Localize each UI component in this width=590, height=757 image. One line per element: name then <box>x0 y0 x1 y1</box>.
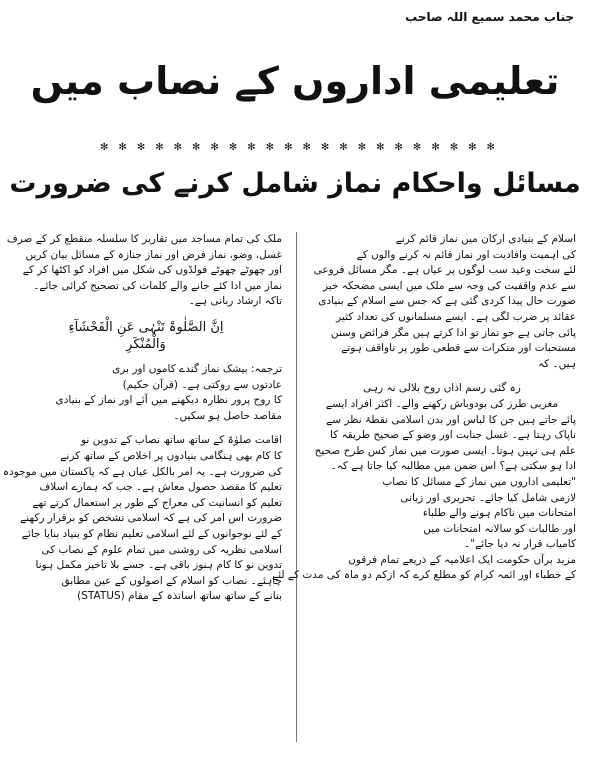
text-line: کا کام بھی ہنگامی بنیادوں پر اخلاص کے ساتھ کرنے <box>60 449 282 462</box>
ornament-glyph: ✻ <box>228 141 238 153</box>
ornament-glyph: ✻ <box>284 141 293 153</box>
ornament-glyph: ✻ <box>136 141 146 153</box>
verse-translation <box>10 362 282 424</box>
text-line: تاکہ ارشاد ربانی ہے۔ <box>188 295 282 308</box>
text-line: ملک کی تمام مساجد میں تقاریر کا سلسلہ منقطع کر کے صرف <box>6 233 282 245</box>
text-line: ناپاک رہتا ہے۔ غسل جنابت اور وضو کے صحیح طریقہ کا <box>330 429 576 442</box>
text-line: کی ضرورت ہے۔ یہ امر بالکل عیاں ہے کہ پاکستان میں موجودہ <box>2 465 282 478</box>
poem-verse <box>308 381 576 412</box>
ornament-glyph: ✻ <box>339 141 348 153</box>
right-paragraph-2 <box>272 413 576 585</box>
quran-verse <box>10 319 282 353</box>
ornament-glyph: ✻ <box>100 141 109 153</box>
ornament-glyph: ✻ <box>210 141 219 153</box>
ornament-glyph: ✻ <box>486 141 495 153</box>
article-title: تعلیمی اداروں کے نصاب میں <box>30 59 560 103</box>
text-line: پائی جاتی ہے جو نماز تو ادا کرتے ہیں مگر فرائض وسنن <box>330 326 576 339</box>
text-line: اور چھوٹے چھوٹے فولڈوں کی شکل میں افراد کو اکٹھا کر کے <box>22 264 282 277</box>
text-line: اقامت صلوٰۃ کے ساتھ ساتھ نصاب کے تدوین نو <box>80 434 282 447</box>
text-line: چاہئے۔ نصاب کو اسلام کے اصولوں کے عین مطابق <box>61 574 282 587</box>
text-line: بنانے کے ساتھ ساتھ اساتذہ کے مقام (STATUS) <box>77 590 282 603</box>
ornament-glyph: ✻ <box>173 141 183 153</box>
ornament-glyph: ✻ <box>192 141 201 153</box>
author-byline: جناب محمد سمیع اللہ صاحب <box>405 10 574 24</box>
text-line: کے خطباء اور ائمہ کرام کو مطلع کرے کہ ازکم دو ماہ کی مدت کے لئے <box>272 569 576 582</box>
text-line: ادا ہو سکتی ہے؟ اس ضمن میں مطالبہ کیا جاتا ہے کہ۔ <box>330 460 576 473</box>
left-column <box>2 232 282 605</box>
article-subtitle: مسائل واحکام نماز شامل کرنے کی ضرورت <box>9 168 581 199</box>
text-line: تدوین نو کا کام ہنوز باقی ہے۔ جسے بلا تاخیر مکمل ہونا <box>35 559 282 572</box>
ornament-glyph: ✻ <box>320 141 330 153</box>
verse-line: وَالْمُنْکَرِ <box>126 336 166 352</box>
ornament-glyph: ✻ <box>394 141 403 153</box>
text-line: نماز میں ادا کئے جانے والے کلمات کی تصحیح کرائی جائے۔ <box>33 279 282 292</box>
ornament-glyph: ✻ <box>247 141 256 153</box>
text-line: لئے سخت وعید سب لوگوں پر عیاں ہے۔ مگر مسائل فروعی <box>313 264 576 277</box>
text-line: مغربی طرز کی بودوباش رکھنے والے۔ اکثر افراد ایسے <box>325 397 559 410</box>
ornament-glyph: ✻ <box>302 141 311 153</box>
text-line: ترجمہ: بیشک نماز گندے کاموں اور بری <box>112 362 282 375</box>
ornament-glyph: ✻ <box>265 141 275 153</box>
text-line: مقاصد حاصل ہو سکیں۔ <box>173 409 282 422</box>
text-line: کا روح پرور نظارہ دیکھنے میں آئے اور نماز کے بنیادی <box>55 394 282 407</box>
text-line: مزید برآں حکومت ایک اعلامیہ کے ذریعے تمام فرقوں <box>348 553 576 566</box>
text-line: عقائد پر ضرب لگی ہے۔ ایسے مسلمانوں کی تعداد کثیر <box>336 310 576 323</box>
ornament-glyph: ✻ <box>412 141 422 153</box>
text-line: امتحانات میں ناکام ہونے والے طلباء <box>422 507 576 520</box>
text-line: لازمی شامل کیا جائے۔ تحریری اور زبانی <box>400 491 576 504</box>
text-line: اور طالبات کو سالانہ امتحانات میں <box>423 522 576 535</box>
text-line: پائے جاتے ہیں جن کا لباس اور بدن اسلامی نقطۂ نظر سے <box>326 413 576 426</box>
text-line: تعلیم کا مقصد حصول معاش ہے۔ جب کہ ہمارے اسلاف <box>39 481 282 494</box>
text-line: سے عدم واقفیت کی وجہ سے ملک میں ایسی مضحکہ خیز <box>323 279 576 292</box>
ornament-glyph: ✻ <box>376 141 385 153</box>
text-line: کامیاب قرار نہ دیا جائے"۔ <box>464 538 576 551</box>
text-line: ضرورت اس امر کی ہے کہ اسلامی تشخص کو برقرار رکھنے <box>20 512 282 525</box>
column-divider <box>296 232 297 742</box>
text-line: غسل، وضو، نماز فرض اور نماز جنازہ کے مسائل بیان کریں <box>25 248 282 261</box>
ornament-glyph: ✻ <box>357 141 367 153</box>
text-line: رہ گئی رسم اذاں روح بلالی نہ رہی <box>363 382 521 395</box>
ornament-glyph: ✻ <box>449 141 459 153</box>
text-line: صورت حال پیدا کردی گئی ہے کہ جس سے اسلام کے بنیادی <box>318 295 576 308</box>
text-line: عادتوں سے روکتی ہے۔ (قرآن حکیم) <box>122 378 282 391</box>
ornament-glyph: ✻ <box>155 141 164 153</box>
text-line: مستحبات اور منکرات سے قطعی طور پر ناواقف ہوتے <box>341 342 576 355</box>
right-column <box>272 232 576 584</box>
ornament-divider <box>100 140 495 154</box>
text-line: کے لئے نوجوانوں کے لئے اسلامی تعلیم نظام کو بنیاد بنایا جائے <box>21 527 282 540</box>
ornament-glyph: ✻ <box>431 141 440 153</box>
right-paragraph-1 <box>308 232 576 372</box>
text-line: تعلیم کو انسانیت کی معراج کے طور پر استعمال کرتے تھے <box>32 496 282 509</box>
text-line: علم ہی نہیں ہوتا۔ ایسی صورت میں نماز کس طرح صحیح <box>314 444 576 457</box>
verse-line: اِنَّ الصَّلٰوۃَ تَنْہٰی عَنِ الْفَحْشَآءِ <box>68 319 224 335</box>
text-line: اسلام کے بنیادی ارکان میں نماز قائم کرنے <box>395 233 576 245</box>
text-line: اسلامی نظریہ کی روشنی میں تمام علوم کے نصاب کی <box>41 543 282 556</box>
text-line: ہیں۔ کہ <box>538 357 576 370</box>
text-line: کی اہمیت وافادیت اور نماز قائم نہ کرنے والوں کے <box>356 248 576 261</box>
ornament-glyph: ✻ <box>118 141 127 153</box>
ornament-glyph: ✻ <box>468 141 477 153</box>
left-paragraph-1 <box>6 232 282 310</box>
text-line: "تعلیمی اداروں میں نماز کے مسائل کا نصاب <box>382 475 576 488</box>
left-paragraph-2 <box>2 433 282 605</box>
